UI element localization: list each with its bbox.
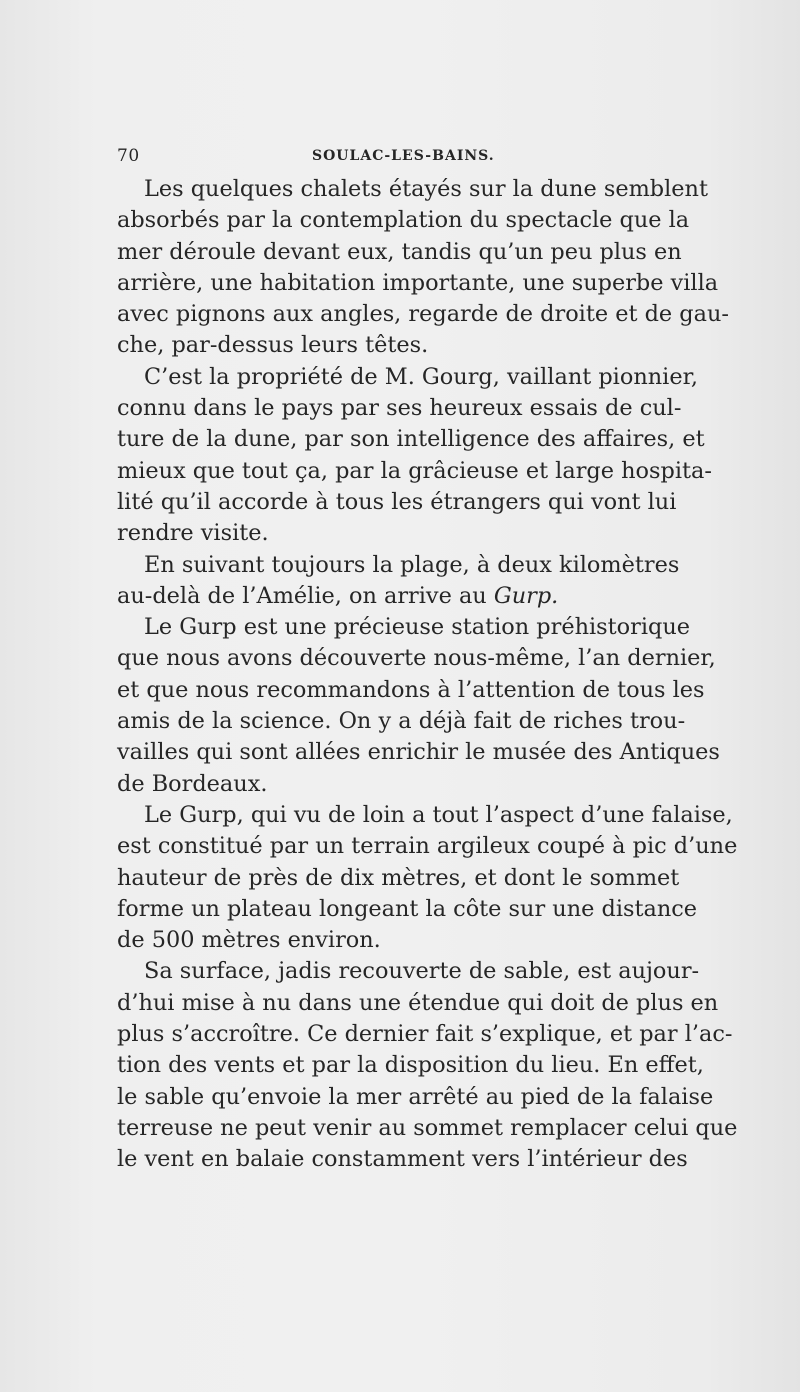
- running-head: [117, 146, 673, 172]
- text-line: forme un plateau longeant la côte sur une distance: [117, 895, 698, 922]
- text-line: Les quelques chalets étayés sur la dune semblent: [144, 176, 708, 202]
- text-line: terreuse ne peut venir au sommet remplacer celui que: [117, 1114, 738, 1141]
- text-line: mieux que tout ça, par la grâcieuse et large hospita-: [117, 457, 712, 484]
- text-line: Le Gurp, qui vu de loin a tout l’aspect d’une falaise,: [144, 801, 733, 828]
- text-line: En suivant toujours la plage, à deux kilomètres: [144, 551, 680, 578]
- text-line: hauteur de près de dix mètres, et dont le sommet: [117, 864, 680, 891]
- page-number: 70: [117, 146, 140, 166]
- text-line: vailles qui sont allées enrichir le musée des Antiques: [117, 739, 720, 766]
- text-line: de Bordeaux.: [117, 770, 268, 797]
- italic-place-name: Gurp.: [493, 582, 559, 609]
- text-line: de 500 mètres environ.: [117, 927, 381, 954]
- text-line: ture de la dune, par son intelligence des affaires, et: [117, 426, 705, 453]
- text-line: tion des vents et par la disposition du lieu. En effet,: [117, 1052, 704, 1079]
- text-line: est constitué par un terrain argileux coupé à pic d’une: [117, 833, 738, 860]
- text-line: che, par-dessus leurs têtes.: [117, 332, 429, 359]
- text-line: d’hui mise à nu dans une étendue qui doit de plus en: [117, 989, 719, 1016]
- text-line: le sable qu’envoie la mer arrêté au pied de la falaise: [117, 1083, 714, 1110]
- text-line: lité qu’il accorde à tous les étrangers qui vont lui: [117, 488, 677, 515]
- text-line: mer déroule devant eux, tandis qu’un peu plus en: [117, 238, 682, 265]
- text-line: connu dans le pays par ses heureux essais de cul-: [117, 395, 682, 422]
- text-line: le vent en balaie constamment vers l’intérieur des: [117, 1146, 688, 1173]
- text-line: plus s’accroître. Ce dernier fait s’explique, et par l’ac-: [117, 1021, 733, 1048]
- body-text: [117, 174, 738, 1176]
- running-title: SOULAC-LES-BAINS.: [312, 148, 495, 164]
- text-line: C’est la propriété de M. Gourg, vaillant pionnier,: [144, 363, 698, 390]
- text-line-main: au-delà de l’Amélie, on arrive au: [117, 582, 494, 609]
- text-line: [117, 581, 673, 612]
- text-line: arrière, une habitation importante, une superbe villa: [117, 269, 719, 296]
- text-line: avec pignons aux angles, regarde de droite et de gau-: [117, 301, 729, 328]
- text-line: absorbés par la contemplation du spectacle que la: [117, 207, 690, 234]
- text-line: Sa surface, jadis recouverte de sable, est aujour-: [144, 958, 700, 985]
- text-line: amis de la science. On y a déjà fait de riches trou-: [117, 708, 686, 735]
- text-line: que nous avons découverte nous-même, l’an dernier,: [117, 645, 716, 672]
- text-line: et que nous recommandons à l’attention de tous les: [117, 676, 705, 703]
- text-line: Le Gurp est une précieuse station préhistorique: [144, 614, 691, 641]
- text-line: rendre visite.: [117, 520, 269, 547]
